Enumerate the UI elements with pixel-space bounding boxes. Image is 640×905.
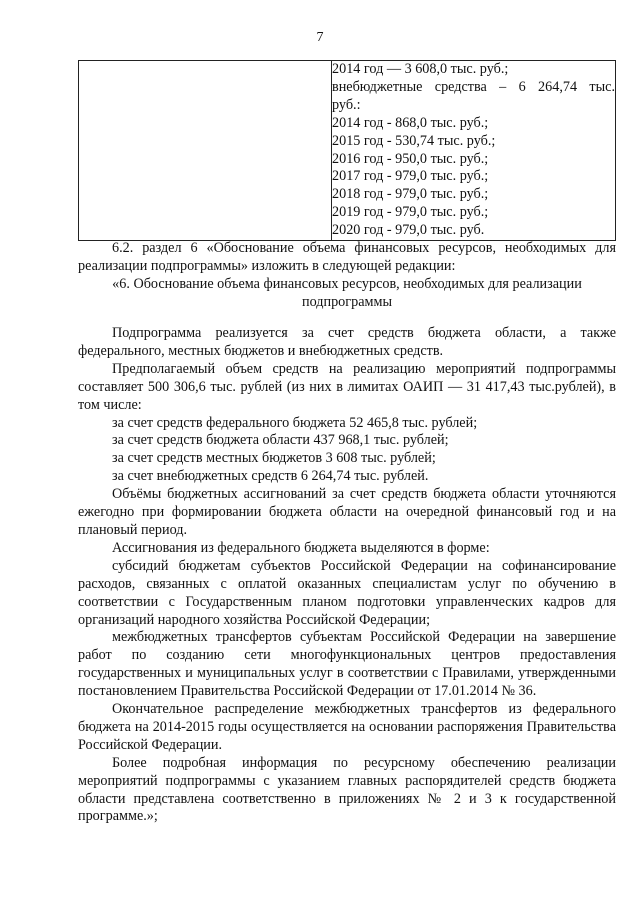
paragraph-more-info: Более подробная информация по ресурсному обеспечению реализации мероприятий подпрограммы с указанием главных распорядителей средств бюджета области представлена соответственно в приложениях № 2 и 3 к государственной программе.»; — [78, 754, 616, 825]
page-number: 7 — [316, 30, 324, 45]
funding-table-left-cell — [79, 61, 332, 241]
source-extra-budgetary: за счет внебюджетных средств 6 264,74 тыс. рублей. — [112, 468, 429, 485]
source-local: за счет средств местных бюджетов 3 608 тыс. рублей; — [112, 450, 436, 467]
funding-line: внебюджетные средства – 6 264,74 тыс. — [332, 78, 615, 95]
funding-line: 2014 год - 868,0 тыс. руб.; — [332, 114, 489, 131]
section-heading: «6. Обоснование объема финансовых ресурсов, необходимых для реализации подпрограммы — [112, 275, 582, 310]
funding-line: 2015 год - 530,74 тыс. руб.; — [332, 132, 496, 149]
paragraph-budget-volumes: Объёмы бюджетных ассигнований за счет средств бюджета области уточняются ежегодно при формировании бюджета области на очередной финансовый год и на плановый период. — [78, 486, 616, 538]
paragraph-final-distribution: Окончательное распределение межбюджетных трансфертов из федерального бюджета на 2014-2015 годы осуществляется на основании распоряжения Правительства Российской Федерации. — [78, 701, 616, 753]
source-federal: за счет средств федерального бюджета 52 465,8 тыс. рублей; — [112, 414, 478, 431]
paragraph-allocations-form: Ассигнования из федерального бюджета выделяются в форме: — [112, 539, 490, 556]
amendment-block — [78, 240, 616, 312]
source-regional: за счет средств бюджета области 437 968,1 тыс. рублей; — [112, 432, 449, 449]
amendment-intro: 6.2. раздел 6 «Обоснование объема финансовых ресурсов, необходимых для реализации подпрограммы» изложить в следующей редакции: — [78, 240, 616, 274]
funding-table-row — [79, 61, 616, 241]
section-body — [78, 325, 616, 826]
paragraph-total-volume: Предполагаемый объем средств на реализацию мероприятий подпрограммы составляет 500 306,6 тыс. рублей (из них в лимитах ОАИП — 31 417,43 тыс.рублей), в том числе: — [78, 360, 616, 413]
paragraph-transfers: межбюджетных трансфертов субъектам Российской Федерации на завершение работ по созданию сети многофункциональных центров предоставления государственных и муниципальных услуг в соответствии с Правилами, утвержденными постановлением Правительства Российской Федерации от 17.01.2014 № 36. — [78, 629, 616, 700]
funding-line: 2014 год — 3 608,0 тыс. руб.; — [332, 61, 509, 77]
paragraph-funding-sources: Подпрограмма реализуется за счет средств бюджета области, а также федерального, местных бюджетов и внебюджетных средств. — [78, 325, 616, 359]
funding-line: 2017 год - 979,0 тыс. руб.; — [332, 168, 489, 185]
funding-line: руб.: — [332, 96, 361, 113]
funding-table-right-cell — [332, 61, 616, 241]
funding-line: 2016 год - 950,0 тыс. руб.; — [332, 150, 489, 167]
funding-line: 2018 год - 979,0 тыс. руб.; — [332, 186, 489, 203]
funding-table — [78, 60, 616, 241]
paragraph-subsidies: субсидий бюджетам субъектов Российской Федерации на софинансирование расходов, связанных с оплатой оказанных специалистам услуг по обучению в соответствии с Государственным планом подготовки управленческих кадров для организаций народного хозяйства Российской Федерации; — [78, 557, 616, 628]
funding-line: 2020 год - 979,0 тыс. руб. — [332, 222, 485, 239]
funding-line: 2019 год - 979,0 тыс. руб.; — [332, 204, 489, 221]
